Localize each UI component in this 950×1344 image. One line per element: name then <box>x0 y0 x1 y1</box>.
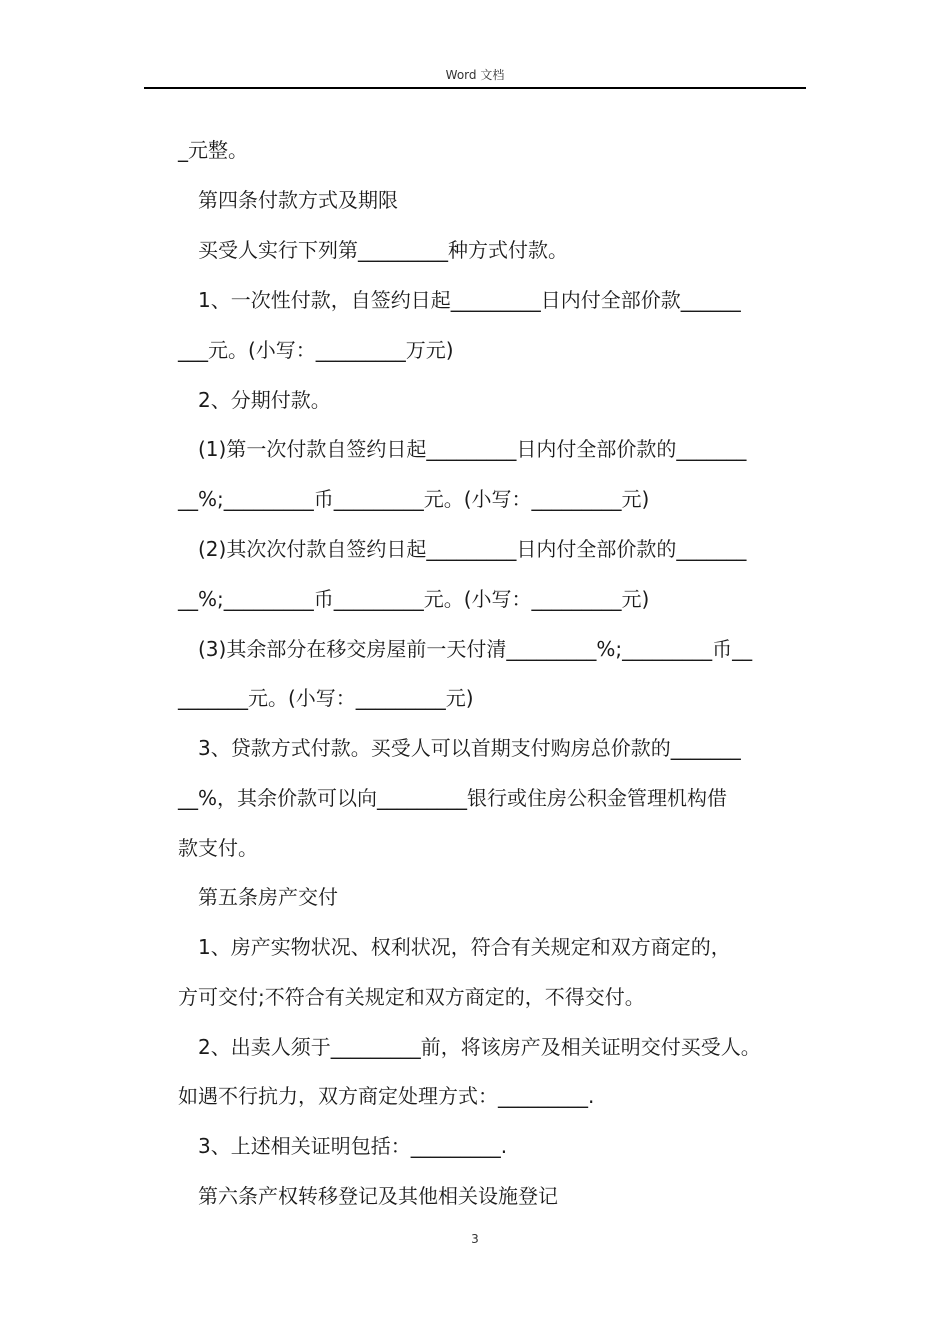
text-line: 买受人实行下列第_________种方式付款。 <box>198 238 568 262</box>
header-divider <box>144 87 806 89</box>
text-line: _元整。 <box>178 138 248 162</box>
document-header-title: Word 文档 <box>445 68 505 82</box>
section-heading-article-5: 第五条房产交付 <box>198 885 338 909</box>
page-number: 3 <box>471 1232 479 1246</box>
text-line: _______元。(小写：_________元) <box>178 686 474 710</box>
text-line: 3、贷款方式付款。买受人可以首期支付购房总价款的_______ <box>198 736 741 760</box>
text-line: 款支付。 <box>178 836 258 860</box>
text-line: 2、分期付款。 <box>198 388 331 412</box>
section-heading-article-4: 第四条付款方式及期限 <box>198 188 398 212</box>
text-line: (1)第一次付款自签约日起_________日内付全部价款的_______ <box>198 437 747 461</box>
text-line: __%;_________币_________元。(小写：_________元) <box>178 587 650 611</box>
text-line: 1、房产实物状况、权利状况，符合有关规定和双方商定的， <box>198 935 731 959</box>
section-heading-article-6: 第六条产权转移登记及其他相关设施登记 <box>198 1184 558 1208</box>
text-line: __%;_________币_________元。(小写：_________元) <box>178 487 650 511</box>
text-line: 如遇不行抗力，双方商定处理方式：_________. <box>178 1084 595 1108</box>
text-line: __%，其余价款可以向_________银行或住房公积金管理机构借 <box>178 786 728 810</box>
text-line: (2)其次次付款自签约日起_________日内付全部价款的_______ <box>198 537 747 561</box>
text-line: 3、上述相关证明包括：_________. <box>198 1134 508 1158</box>
text-line: (3)其余部分在移交房屋前一天付清_________%;_________币__ <box>198 637 753 661</box>
text-line: 1、一次性付款，自签约日起_________日内付全部价款______ <box>198 288 741 312</box>
text-line: 2、出卖人须于_________前，将该房产及相关证明交付买受人。 <box>198 1035 761 1059</box>
text-line: 方可交付;不符合有关规定和双方商定的，不得交付。 <box>178 985 645 1009</box>
text-line: ___元。(小写：_________万元) <box>178 338 454 362</box>
